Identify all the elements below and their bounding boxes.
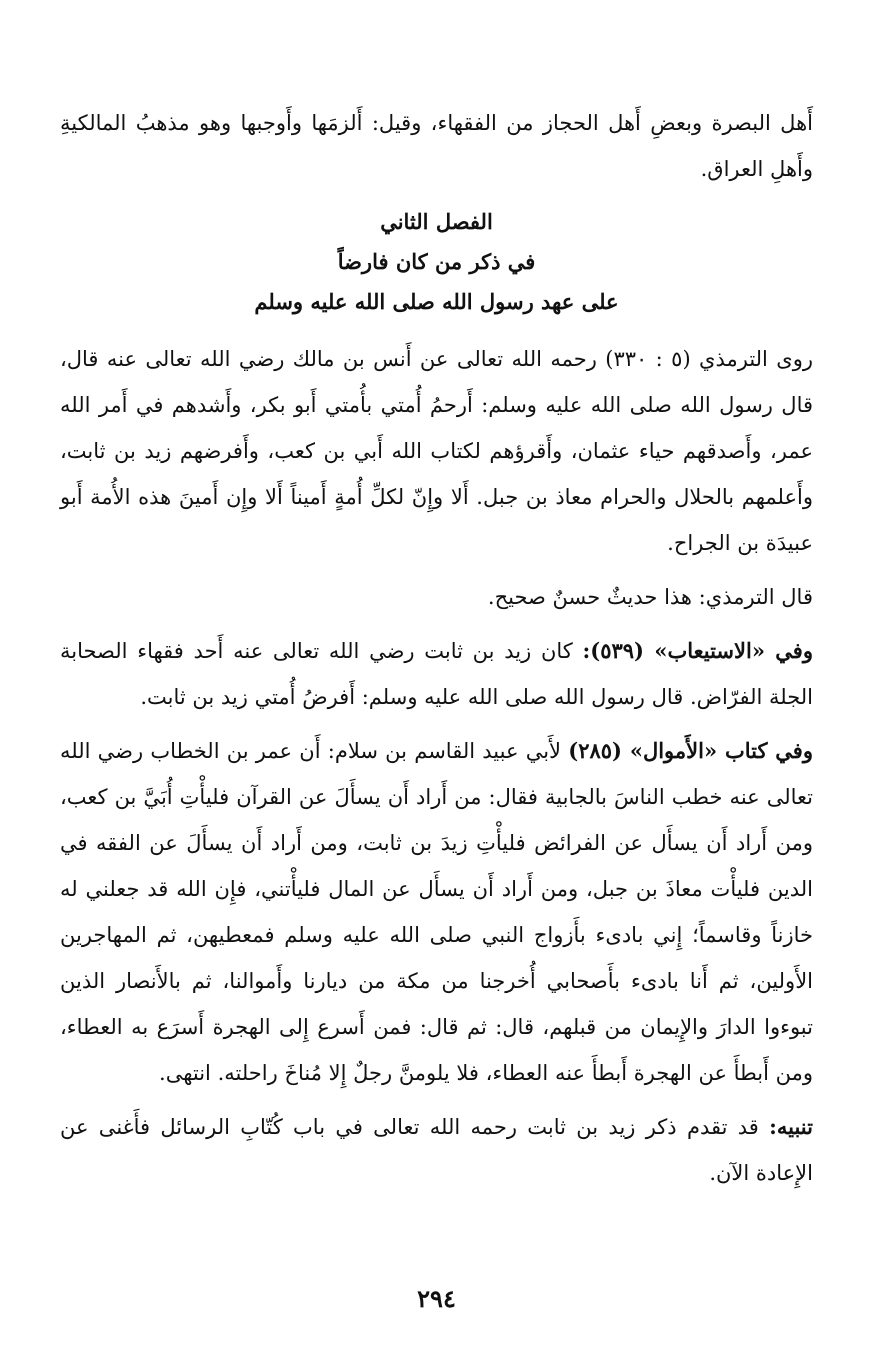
note-label: تنبيه: [769,1114,813,1139]
amwal-text: لأَبي عبيد القاسم بن سلام: أَن عمر بن الخطاب رضي الله تعالى عنه خطب الناسَ بالجابية فقال: من أَراد أَن يسأَلَ عن القرآن فليأْتِ أُبَيَّ بن كعب، ومن أَراد أَن يسأَل عن الفرائض فليأْتِ زيدَ بن ثابت، ومن أَراد أَن يسأَلَ عن الفقه في الدين فليأْت معاذَ بن جبل، ومن أَراد أَن يسأَل عن المال فليأْتني، فإِن الله قد جعلني له خازناً وقاسماً؛ إِني بادىء بأَزواج النبي صلى الله عليه وسلم فمعطيهن، ثم المهاجرين الأَولين، ثم أَنا بادىء بأَصحابي أُخرجنا من مكة من ديارنا وأَموالنا، ثم بالأَنصار الذين تبوءوا الدارَ والإِيمان من قبلهم، قال: ثم قال: فمن أَسرع إِلى الهجرة أَسرَع به العطاء، ومن أَبطأَ عن الهجرة أَبطأَ عنه العطاء، فلا يلومنَّ رجلٌ إِلا مُناخَ راحلته. انتهى. [60,739,813,1085]
istiab-text: كان زيد بن ثابت رضي الله تعالى عنه أَحد فقهاء الصحابة الجلة الفرّاض. قال رسول الله صلى الله عليه وسلم: أَفرضُ أُمتي زيد بن ثابت. [60,639,813,709]
amwal-citation: وفي كتاب «الأَموال» (٢٨٥) [568,738,813,763]
istiab-citation: وفي «الاستيعاب» (٥٣٩): [582,638,813,663]
chapter-heading-line-1: الفصل الثاني [380,209,493,234]
chapter-heading [60,202,813,322]
tirmidhi-hadith-paragraph: روى الترمذي (٥ : ٣٣٠) رحمه الله تعالى عن أَنس بن مالك رضي الله تعالى عنه قال، قال رسول الله صلى الله عليه وسلم: أَرحمُ أُمتي بأُمتي أَبو بكر، وأَشدهم في أَمر الله عمر، وأَصدقهم حياء عثمان، وأَقرؤهم لكتاب الله أَبي بن كعب، وأَفرضهم زيد بن ثابت، وأَعلمهم بالحلال والحرام معاذ بن جبل. أَلا وإِنّ لكلِّ أُمةٍ أَميناً أَلا وإِن أَمينَ هذه الأُمة أَبو عبيدَة بن الجراح. [60,347,813,555]
tirmidhi-grading-paragraph: قال الترمذي: هذا حديثٌ حسنٌ صحيح. [487,585,813,609]
istiab-paragraph [60,628,813,720]
chapter-heading-line-2: في ذكر من كان فارضاً [337,249,536,274]
chapter-heading-line-3: على عهد رسول الله صلى الله عليه وسلم [254,289,619,314]
note-text: قد تقدم ذكر زيد بن ثابت رحمه الله تعالى في باب كُتّابِ الرسائل فأَغنى عن الإِعادة الآن. [60,1115,813,1185]
opening-paragraph: أَهل البصرة وبعضِ أَهل الحجاز من الفقهاء، وقيل: أَلزمَها وأَوجبها وهو مذهبُ المالكيةِ وأَهلِ العراق. [60,111,813,181]
note-paragraph [60,1104,813,1196]
amwal-paragraph [60,728,813,1096]
page-number: ٢٩٤ [417,1284,456,1313]
